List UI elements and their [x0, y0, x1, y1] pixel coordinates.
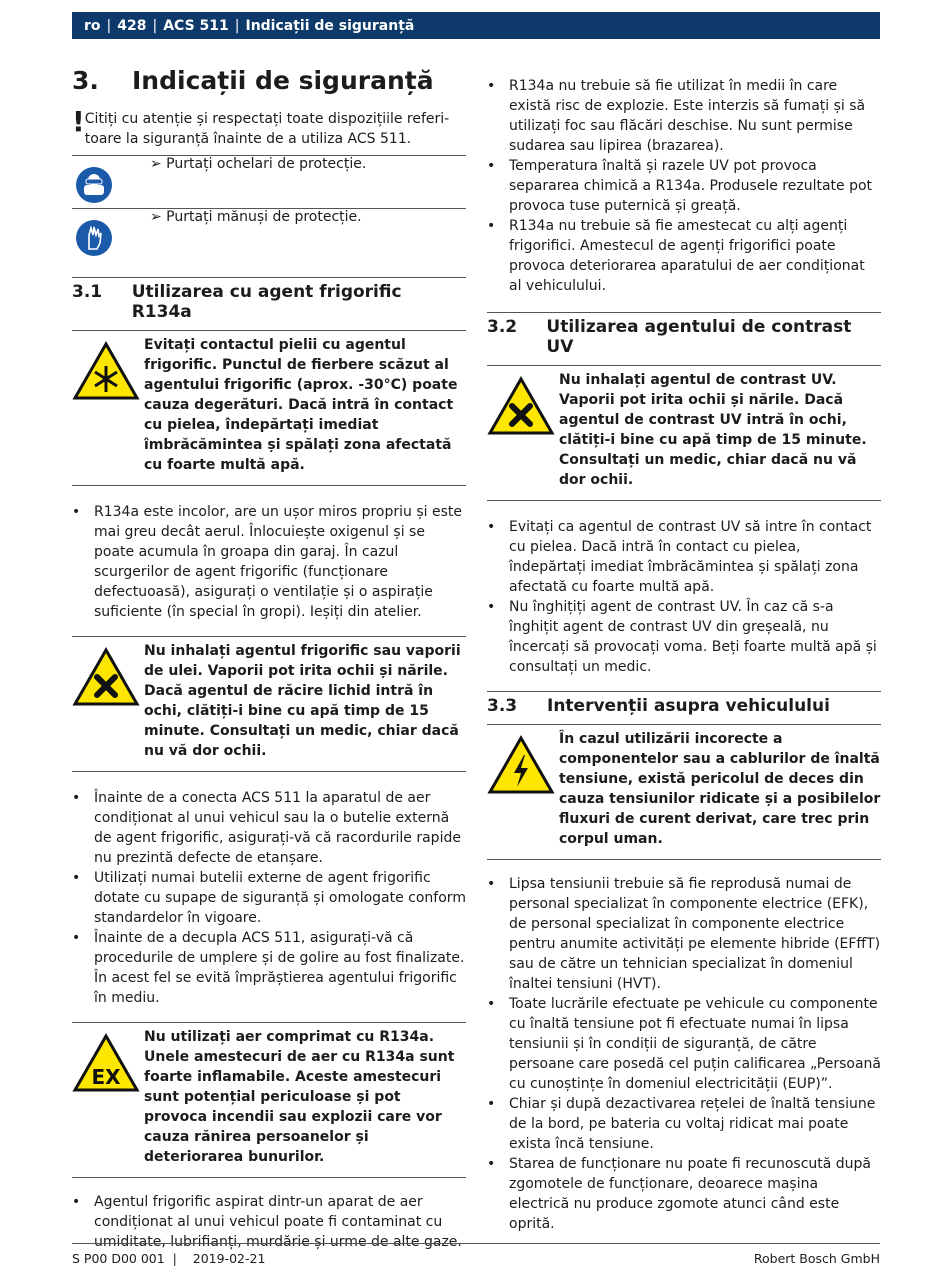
section-3-2-title: 3.2 Utilizarea agentului de contrast UV: [487, 312, 881, 366]
list-item: • Utilizați numai butelii externe de agent frigorific dotate cu supape de siguranță și omologate conform standardelor în vigoare.: [72, 868, 466, 928]
warning-high-voltage: În cazul utilizării incorecte a componentelor sau a cablurilor de înaltă tensiune, există pericolul de deces din cauza tensiunilor ridicate și a posibilelor fluxuri de curent derivat, care trec prin corpul uman.: [487, 725, 881, 860]
goggles-icon: [75, 166, 113, 204]
list-item: • Evitați ca agentul de contrast UV să intre în contact cu pielea. Dacă intră în contact cu pielea, îndepărtați imediat îmbrăcămintea și spălați zona afectată cu foarte multă apă.: [487, 517, 881, 597]
harmful-x-warning-icon: [72, 647, 140, 707]
bullet-list-r134a: [72, 502, 466, 622]
header-product: ACS 511: [163, 17, 229, 34]
lightning-warning-icon: [487, 735, 555, 795]
section-3-3-title: 3.3 Intervenții asupra vehiculului: [487, 691, 881, 725]
warning-inhalation: Nu inhalați agentul frigorific sau vaporii de ulei. Vaporii pot irita ochii și nările. Dacă agentul de răcire lichid intră în ochi, clătiți-i bine cu apă timp de 15 minute. Consultați un medic, chiar dacă nu vă dor ochii.: [72, 636, 466, 772]
list-item: • Lipsa tensiunii trebuie să fie reprodusă numai de personal specializat în componente electrice (EFK), de personal specializat în componente electrice pentru anumite activități pe elemente hibride (EFffT) sau de către un tehnician specializat în domeniul înaltei tensiuni (HVT).: [487, 874, 881, 994]
warning-uv-inhalation: Nu inhalați agentul de contrast UV. Vaporii pot irita ochii și nările. Dacă agentul de contrast UV intră în ochi, clătiți-i bine cu apă timp de 15 minute. Consultați un medic, chiar dacă nu vă dor ochii.: [487, 366, 881, 501]
svg-text:EX: EX: [91, 1065, 121, 1089]
header-page: 428: [117, 17, 147, 34]
list-item: • R134a este incolor, are un ușor miros propriu și este mai greu decât aerul. Înlocuiește oxigenul și se poate acumula în groapa din garaj. În cazul scurgerilor de agent frigorific (funcționare defectuoasă), asigurați o ventilație și o aspirație suficiente (în special în gropi). Ieșiți din atelier.: [72, 502, 466, 622]
harmful-x-warning-icon: [487, 376, 555, 436]
list-item: • Chiar și după dezactivarea rețelei de înaltă tensiune de la bord, pe bateria cu voltaj ridicat mai poate exista încă tensiune.: [487, 1094, 881, 1154]
list-item: • Temperatura înaltă și razele UV pot provoca separarea chimică a R134a. Produsele rezultate pot provoca tuse puternică și greață.: [487, 156, 881, 216]
ppe-gloves: ➢ Purtați mănuși de protecție.: [72, 208, 466, 261]
footer-doc-code: S P00 D00 001: [72, 1251, 165, 1266]
list-item: • Înainte de a decupla ACS 511, asigurați-vă că procedurile de umplere și de golire au fost finalizate. În acest fel se evită împrăștierea agentului frigorific în mediu.: [72, 928, 466, 1008]
gloves-icon: [75, 219, 113, 257]
page-footer: S P00 D00 001 | 2019-02-21 Robert Bosch GmbH: [72, 1243, 880, 1266]
bullet-list-vehicle: [487, 874, 881, 1234]
list-item: • Starea de funcționare nu poate fi recunoscută după zgomotele de funcționare, deoarece mașina electrică nu produce zgomote atunci când este oprită.: [487, 1154, 881, 1234]
bullet-list-connect: [72, 788, 466, 1008]
header-section: Indicații de siguranță: [245, 17, 415, 34]
bullet-list-r134a-continued: [487, 76, 881, 296]
bullet-list-uv: [487, 517, 881, 677]
ppe-goggles: ➢ Purtați ochelari de protecție.: [72, 155, 466, 208]
intro-note: ! Citiți cu atenție și respectați toate dispozițiile referi-toare la siguranță înainte de a utiliza ACS 511.: [72, 105, 450, 147]
page-title: 3. Indicații de siguranță: [72, 66, 434, 95]
left-column: [72, 66, 466, 1252]
list-item: • R134a nu trebuie să fie amestecat cu alți agenți frigorifici. Amestecul de agenți frigorifici poate provoca deteriorarea aparatului de aer condiționat al vehiculului.: [487, 216, 881, 296]
warning-explosion: EX Nu utilizați aer comprimat cu R134a. Unele amestecuri de aer cu R134a sunt foarte inflamabile. Aceste amestecuri sunt potențial periculoase și pot provoca incendii sau explozii care vor cauza rănirea persoanelor și deteriorarea bunurilor.: [72, 1022, 466, 1178]
footer-date: 2019-02-21: [192, 1251, 266, 1266]
page-header: ro | 428 | ACS 511 | Indicații de siguranță: [72, 12, 880, 39]
exclamation-icon: !: [72, 105, 85, 138]
ex-explosive-warning-icon: [72, 1033, 140, 1093]
warning-frostbite: Evitați contactul pielii cu agentul frigorific. Punctul de fierbere scăzut al agentului frigorific (aprox. -30°C) poate cauza degerături. Dacă intră în contact cu pielea, îndepărtați imediat îmbrăcămintea și spălați zona afectată cu foarte multă apă.: [72, 331, 466, 486]
footer-company: Robert Bosch GmbH: [753, 1251, 880, 1266]
list-item: • Nu înghițiți agent de contrast UV. În caz că s-a înghițit agent de contrast UV din greșeală, nu încercați să provocați voma. Beți foarte multă apă și consultați un medic.: [487, 597, 881, 677]
header-lang: ro: [84, 17, 101, 34]
section-3-1-title: 3.1 Utilizarea cu agent frigorific R134a: [72, 277, 466, 331]
snowflake-warning-icon: [72, 341, 140, 401]
list-item: • R134a nu trebuie să fie utilizat în medii în care există risc de explozie. Este interzis să fumați și să utilizați foc sau flăcări deschise. Nu sunt permise sudarea sau lipirea (brazarea).: [487, 76, 881, 156]
list-item: • Agentul frigorific aspirat dintr-un aparat de aer condiționat al unui vehicul poate fi contaminat cu umiditate, lubrifianți, murdărie și urme de alte gaze.: [72, 1192, 466, 1252]
list-item: • Înainte de a conecta ACS 511 la aparatul de aer condiționat al unui vehicul sau la o butelie externă de agent frigorific, asigurați-vă că racordurile rapide nu prezintă defecte de etanșare.: [72, 788, 466, 868]
list-item: • Toate lucrările efectuate pe vehicule cu componente cu înaltă tensiune pot fi efectuate numai în lipsa tensiunii și în condiții de siguranță, de către persoane care posedă cel puțin calificarea „Persoană cu cunoștințe în domeniul electricității (EUP)”.: [487, 994, 881, 1094]
right-column: [487, 76, 881, 1234]
